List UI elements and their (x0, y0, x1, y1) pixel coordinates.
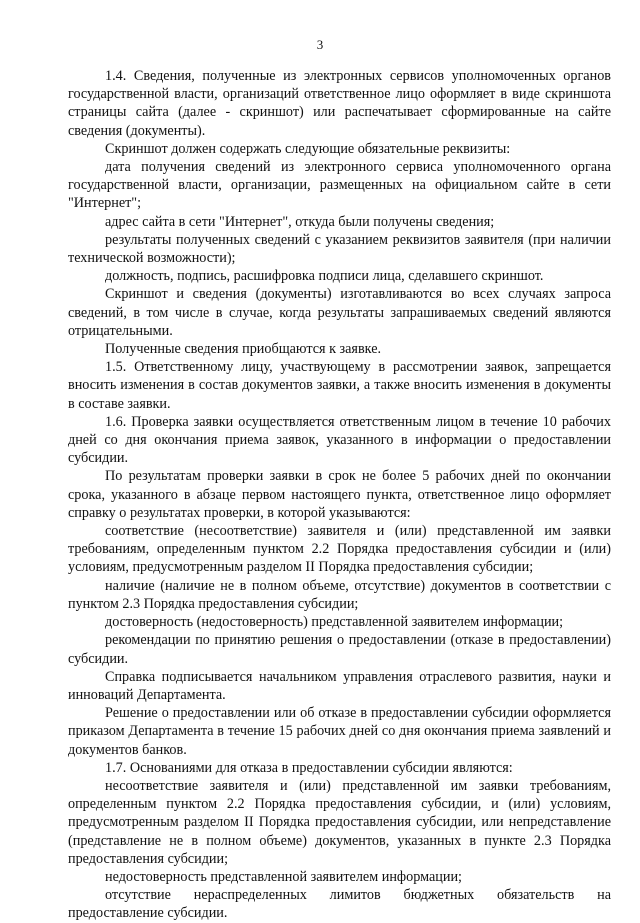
paragraph: Справка подписывается начальником управления отраслевого развития, науки и инноваций Департамента. (68, 668, 611, 703)
paragraph: адрес сайта в сети "Интернет", откуда были получены сведения; (105, 213, 495, 230)
paragraph: 1.7. Основаниями для отказа в предоставлении субсидии являются: (105, 759, 513, 776)
paragraph: недостоверность представленной заявителем информации; (105, 868, 462, 885)
paragraph: отсутствие нераспределенных лимитов бюджетных обязательств на предоставление субсидии. (68, 887, 611, 922)
paragraph: По результатам проверки заявки в срок не более 5 рабочих дней по окончании срока, указанного в абзаце первом настоящего пункта, ответственное лицо оформляет справку о результатах проверки, в которой указываются: (68, 468, 611, 521)
paragraph: Скриншот должен содержать следующие обязательные реквизиты: (105, 140, 511, 157)
paragraph: рекомендации по принятию решения о предоставлении (отказе в предоставлении) субсидии. (68, 632, 611, 667)
paragraph: Полученные сведения приобщаются к заявке. (105, 341, 382, 358)
paragraph: соответствие (несоответствие) заявителя и (или) представленной им заявки требованиям, определенным пунктом 2.2 Порядка предоставления субсидии и (или) условиям, предусмотренным разделом II Порядка предоставления субсидии; (68, 523, 611, 576)
paragraph: должность, подпись, расшифровка подписи лица, сделавшего скриншот. (105, 268, 544, 285)
document-body (68, 67, 611, 923)
paragraph: достоверность (недостоверность) представленной заявителем информации; (105, 614, 564, 631)
paragraph: 1.5. Ответственному лицу, участвующему в рассмотрении заявок, запрещается вносить изменения в состав документов заявки, а также вносить изменения в документы в составе заявки. (68, 359, 611, 412)
paragraph: дата получения сведений из электронного сервиса уполномоченного органа государственной власти, организации, размещенных на официальном сайте в сети "Интернет"; (68, 159, 611, 212)
paragraph: Скриншот и сведения (документы) изготавливаются во всех случаях запроса сведений, в том числе в случае, когда результаты запрашиваемых сведений являются отрицательными. (68, 286, 611, 339)
paragraph: 1.6. Проверка заявки осуществляется ответственным лицом в течение 10 рабочих дней со дня окончания приема заявок, указанного в информации о предоставлении субсидии. (68, 413, 611, 467)
paragraph: Решение о предоставлении или об отказе в предоставлении субсидии оформляется приказом Департамента в течение 15 рабочих дней со дня окончания приема заявлений и документов банков. (68, 705, 611, 758)
paragraph: наличие (наличие не в полном объеме, отсутствие) документов в соответствии с пунктом 2.3 Порядка предоставления субсидии; (68, 577, 611, 612)
paragraph: несоответствие заявителя и (или) представленной им заявки требованиям, определенным пунктом 2.2 Порядка предоставления субсидии, и (или) условиям, предусмотренным разделом II Порядка предоставления субсидии, или непредставление (представление не в полном объеме) документов, указанных в пункте 2.3 Порядка предоставления субсидии; (68, 777, 611, 867)
paragraph: результаты полученных сведений с указанием реквизитов заявителя (при наличии технической возможности); (68, 231, 611, 267)
page-number: 3 (316, 37, 324, 52)
paragraph: 1.4. Сведения, полученные из электронных сервисов уполномоченных органов государственной власти, организаций ответственное лицо оформляет в виде скриншота страницы сайта (далее - скриншот) или распечатывает сформированные на сайте сведения (документы). (68, 68, 611, 139)
